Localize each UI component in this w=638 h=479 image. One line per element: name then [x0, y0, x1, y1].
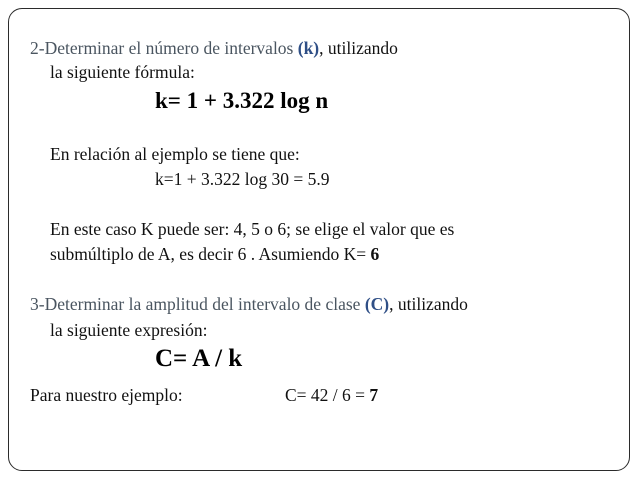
step2-heading-suffix: , utilizando [319, 38, 398, 58]
step2-relation-label: En relación al ejemplo se tiene que: [50, 144, 300, 164]
example-expression-text: C= 42 / 6 = [285, 385, 370, 405]
step3-heading-prefix: 3-Determinar la amplitud del intervalo de clase [30, 294, 365, 314]
step3-symbol: (C) [364, 294, 390, 314]
step2-symbol: (k) [297, 38, 320, 58]
step2-subheading: la siguiente fórmula: [50, 62, 195, 82]
step2-case-line1: En este caso K puede ser: 4, 5 o 6; se elige el valor que es [50, 219, 455, 239]
step3-formula: C= A / k [155, 345, 243, 372]
example-label: Para nuestro ejemplo: [30, 385, 183, 405]
step2-formula: k= 1 + 3.322 log n [155, 88, 329, 113]
step2-case-line2-text: submúltiplo de A, es decir 6 . Asumiendo K= [50, 244, 371, 264]
example-result: 7 [369, 385, 379, 405]
step2-k-value: 6 [370, 244, 380, 264]
step3-heading [30, 294, 468, 314]
example-expression [285, 385, 378, 405]
step2-heading [30, 38, 398, 58]
step2-heading-prefix: 2-Determinar el número de intervalos [30, 38, 298, 58]
step2-relation-value: k=1 + 3.322 log 30 = 5.9 [155, 169, 330, 189]
step3-subheading: la siguiente expresión: [50, 320, 208, 340]
step3-heading-suffix: , utilizando [389, 294, 468, 314]
step2-case-line2 [50, 244, 379, 264]
